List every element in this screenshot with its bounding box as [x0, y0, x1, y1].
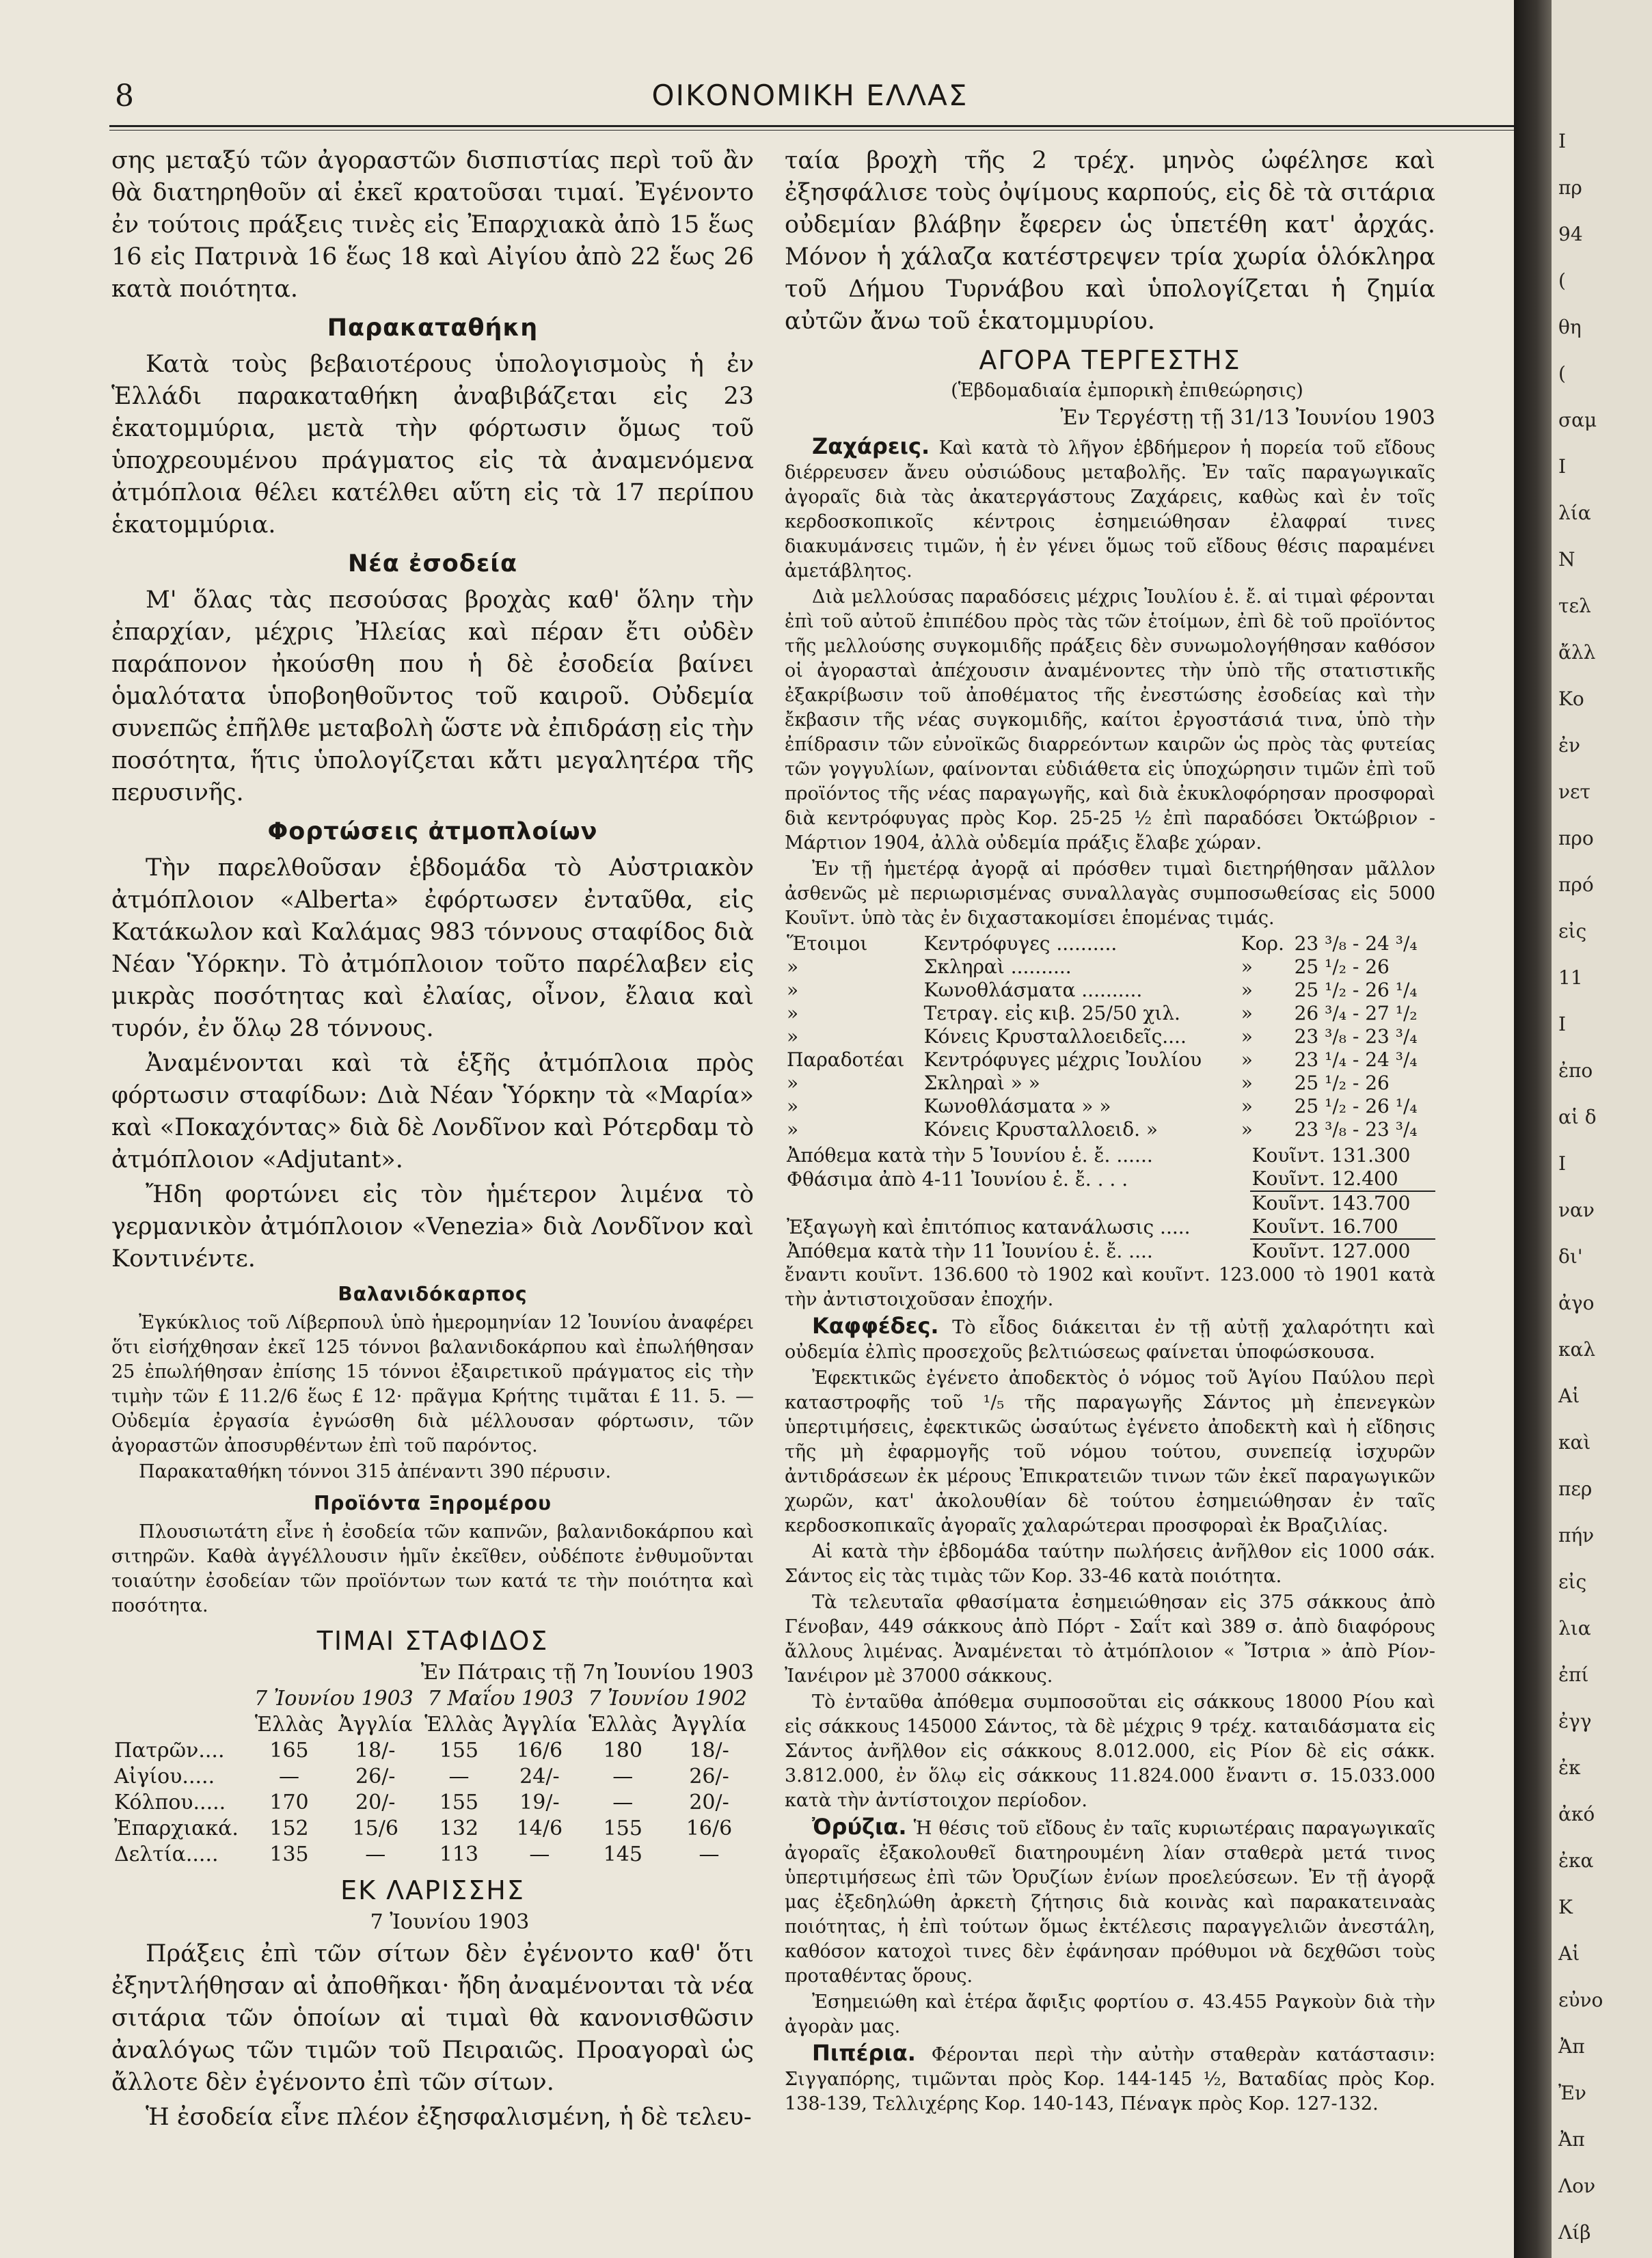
small-print-block	[111, 1282, 754, 1618]
table-cell: 180	[603, 1739, 642, 1763]
adjacent-page-fragment: 94	[1558, 223, 1583, 245]
adjacent-page-fragment: Ἀπ	[1558, 2128, 1585, 2151]
table-row	[785, 1025, 1435, 1048]
section-heading: ΑΓΟΡΑ ΤΕΡΓΕΣΤΗΣ	[979, 345, 1241, 375]
adjacent-page-fragment: I	[1558, 1152, 1567, 1175]
adjacent-page-fragment: εἰς	[1558, 1570, 1587, 1593]
sugar-stock-table	[785, 1144, 1435, 1263]
adjacent-page-fragment: σαμ	[1558, 409, 1597, 431]
table-cell: 20/-	[355, 1791, 396, 1814]
table-cell: 18/-	[355, 1739, 396, 1763]
paragraph: ἔναντι κουῖντ. 136.600 τὸ 1902 καὶ κουῖντ. 123.000 τὸ 1901 κατὰ τὴν ἀντιστοιχοῦσαν ἐποχήν.	[785, 1264, 1435, 1310]
adjacent-page-fragment: περ	[1558, 1478, 1593, 1500]
adjacent-page-fragment: προ	[1558, 827, 1594, 849]
table-row	[785, 1239, 1435, 1263]
paragraph: Πλουσιωτάτη εἶνε ἡ ἐσοδεία τῶν καπνῶν, βαλανιδοκάρπου καὶ σιτηρῶν. Καθὰ ἀγγέλλουσιν ἡμῖν ἐκεῖθεν, οὐδέποτε ἐνθυμοῦνται τοιαύτην ἐσοδείαν τῶν προϊόντων των κατά τε τὴν ποιότητα καὶ ποσότητα.	[111, 1521, 754, 1616]
table-cell: 24/-	[519, 1765, 560, 1788]
table-row	[785, 1215, 1435, 1239]
table-row	[785, 1144, 1435, 1167]
row-label: Αἰγίου.....	[114, 1765, 215, 1788]
column-header: Ἑλλὰς	[254, 1713, 324, 1737]
run-in-heading: Πιπέρια.	[812, 2040, 916, 2066]
section-heading: Παρακαταθήκη	[327, 314, 539, 342]
table-header-date: 7 Ἰουνίου 1903	[254, 1687, 414, 1711]
paragraph: Ἀναμένονται καὶ τὰ ἑξῆς ἀτμόπλοια πρὸς φόρτωσιν σταφίδων: Διὰ Νέαν Ὑόρκην τὰ «Μαρία» καὶ «Ποκαχόντας» διὰ δὲ Λονδῖνον καὶ Ρότερδαμ τὸ ἀτμόπλοιον «Adjutant».	[111, 1050, 754, 1173]
run-in-heading: Ζαχάρεις.	[812, 433, 930, 459]
adjacent-page-fragment: καὶ	[1558, 1431, 1591, 1454]
adjacent-page-fragment: ἀγο	[1558, 1292, 1595, 1314]
table-row	[111, 1738, 754, 1764]
table-cell: 155	[603, 1817, 642, 1840]
page-header	[103, 68, 1593, 130]
row-label: Κόλπου.....	[114, 1791, 226, 1814]
row-price: 23 ³/₈ - 24 ³/₄	[1294, 932, 1418, 955]
row-currency: »	[1241, 1095, 1253, 1117]
small-print-block	[785, 434, 1435, 2117]
paragraph: σης μεταξύ τῶν ἀγοραστῶν δισπιστίας περὶ τοῦ ἂν θὰ διατηρηθοῦν αἱ ἐκεῖ κρατοῦσαι τιμαί. Ἐγένοντο ἐν τούτοις πράξεις τινὲς εἰς Ἐπαρχιακὰ ἀπὸ 15 ἕως 16 εἰς Πατρινὰ 16 ἕως 18 καὶ Αἰγίου ἀπὸ 22 ἕως 26 κατὰ ποιότητα.	[111, 147, 754, 303]
table-cell: 16/6	[686, 1817, 733, 1840]
row-price: 23 ¹/₄ - 24 ³/₄	[1294, 1048, 1418, 1071]
stock-value: Κουῖντ. 16.700	[1251, 1215, 1398, 1238]
table-cell: 20/-	[689, 1791, 729, 1814]
column-header: Ἀγγλία	[338, 1713, 413, 1737]
adjacent-page-fragment: εὐνο	[1558, 1989, 1603, 2011]
table-cell: 15/6	[352, 1817, 398, 1840]
section-heading: Προϊόντα Ξηρομέρου	[313, 1492, 552, 1514]
header-rule-thin	[109, 130, 1593, 131]
adjacent-page-fragment: ἐγγ	[1558, 1710, 1592, 1732]
table-cell: —	[529, 1842, 550, 1866]
row-category: »	[787, 1002, 799, 1024]
paragraph-text: Ἡ θέσις τοῦ εἴδους ἐν ταῖς κυριωτέραις παραγωγικαῖς ἀγοραῖς ἐξακολουθεῖ διατηρουμένη λίαν σταθερὰ μετά τινος ὑπερτιμήσεως ἐπὶ τῶν Ὀρυζίων ἐνίων προελεύσεων. Ἐν τῇ ἀγορᾷ μας ἐξεδηλώθη ἀρκετὴ ζήτησις διὰ κοινὰς καὶ παρακατειναὰς ποιότητας, ἡ ἐπὶ τούτων ὅμως ἐκτέλεσις παραγγελιῶν ἀνεστάλη, καθόσον κατοχοὶ τινες δὲν ἐφάνησαν πρόθυμοι νὰ δεχθῶσι τοὺς προταθέντας ὅρους.	[785, 1818, 1435, 1987]
row-currency: »	[1241, 955, 1253, 978]
stock-value: Κουῖντ. 127.000	[1250, 1239, 1435, 1263]
section-heading: Βαλανιδόκαρπος	[338, 1283, 528, 1305]
adjacent-page-fragment: πρό	[1558, 873, 1594, 896]
paragraph: Τὴν παρελθοῦσαν ἑβδομάδα τὸ Αὐστριακὸν ἀτμόπλοιον «Alberta» ἐφόρτωσεν ἐνταῦθα, εἰς Κατάκωλον καὶ Καλάμας 983 τόννους σταφίδος διὰ Νέαν Ὑόρκην. Τὸ ἀτμόπλοιον τοῦτο παρέλαβεν εἰς μικρὰς ποσότητας καὶ ἐλαίας, οἶνον, ἔλαια καὶ τυρόν, ἐν ὅλῳ 28 τόννους.	[111, 854, 754, 1042]
adjacent-page-fragment: Λίβ	[1558, 2221, 1591, 2244]
adjacent-page-fragment: λία	[1558, 502, 1591, 524]
section-heading: ΕΚ ΛΑΡΙΣΣΗΣ	[340, 1875, 525, 1905]
table-row	[785, 955, 1435, 979]
paragraph: Αἱ κατὰ τὴν ἑβδομάδα ταύτην πωλήσεις ἀνῆλθον εἰς 1000 σάκ. Σάντος εἰς τὰς τιμὰς τῶν Κορ. 33-46 κατὰ ποιότητα.	[785, 1541, 1435, 1587]
table-row	[785, 1191, 1435, 1215]
table-cell: —	[279, 1765, 299, 1788]
table-row	[785, 1167, 1435, 1191]
adjacent-page-fragment: νετ	[1558, 780, 1591, 803]
table-cell: 145	[603, 1842, 642, 1866]
table-row	[785, 1118, 1435, 1141]
table-row	[785, 1048, 1435, 1072]
table-header-date: 7 Μαΐου 1903	[427, 1687, 574, 1711]
adjacent-page-fragment: ναν	[1558, 1199, 1595, 1221]
stock-value: Κουῖντ. 12.400	[1251, 1167, 1398, 1190]
row-label: Δελτία.....	[114, 1842, 219, 1866]
paragraph: Κατὰ τοὺς βεβαιοτέρους ὑπολογισμοὺς ἡ ἐν Ἑλλάδι παρακαταθήκη ἀναβιβάζεται εἰς 23 ἑκατομμύρια, μετὰ τὴν φόρτωσιν ὅμως τοῦ ὑποχρεουμένου πράγματος εἰς τὰ ἀναμενόμενα ἀτμόπλοια θέλει κατέλθει αὕτη εἰς τὰ 17 περίπου ἑκατομμύρια.	[111, 351, 754, 539]
adjacent-page-fragment: Κο	[1558, 688, 1584, 710]
table-cell: 18/-	[689, 1739, 729, 1763]
table-cell: 152	[269, 1817, 309, 1840]
row-category: Παραδοτέαι	[787, 1048, 905, 1071]
adjacent-page-fragment: I	[1558, 1013, 1567, 1035]
subheading: (Ἑβδομαδιαία ἐμπορικὴ ἐπιθεώρησις)	[951, 380, 1303, 401]
section-heading: ΤΙΜΑΙ ΣΤΑΦΙΔΟΣ	[316, 1626, 549, 1656]
running-title: ΟΙΚΟΝΟΜΙΚΗ ΕΛΛΑΣ	[651, 79, 969, 112]
dateline: Ἐν Πάτραις τῇ 7η Ἰουνίου 1903	[420, 1661, 754, 1685]
table-row	[111, 1790, 754, 1816]
row-category: »	[787, 979, 799, 1001]
right-column	[785, 145, 1435, 2118]
row-category: »	[787, 955, 799, 978]
row-price: 23 ³/₈ - 23 ³/₄	[1294, 1118, 1418, 1141]
row-label: Σκληραὶ » »	[923, 1072, 1040, 1094]
paragraph: Ἐν τῇ ἡμετέρᾳ ἀγορᾷ αἱ πρόσθεν τιμαὶ διετηρήθησαν μᾶλλον ἀσθενῶς μὲ περιωρισμένας συναλλαγὰς συμποσωθείσας εἰς 5000 Κουῖντ. ὑπὸ τὰς ἐν διχαστακομίσει ἑπομένας τιμάς.	[785, 858, 1435, 929]
row-price: 25 ¹/₂ - 26	[1294, 955, 1390, 978]
paragraph: Τὸ ἐνταῦθα ἀπόθεμα συμποσοῦται εἰς σάκκους 18000 Ρίου καὶ εἰς σάκκους 145000 Σάντος, τὰ δὲ μέχρις 9 τρέχ. καταιδάσματα εἰς Σάντος ἀνῆλθον εἰς σάκκους 8.012.000, εἰς Ρίον δὲ εἰς σάκκ. 3.812.000, ἐν ὅλῳ εἰς σάκκους 11.824.000 ἔναντι σ. 15.033.000 κατὰ τὴν ἀντίστοιχον περίοδον.	[785, 1691, 1435, 1811]
row-category: »	[787, 1118, 799, 1141]
header-rule	[109, 125, 1593, 127]
row-category: »	[787, 1025, 799, 1048]
row-currency: »	[1241, 1118, 1253, 1141]
adjacent-page-fragment: Ν	[1558, 548, 1575, 571]
section-heading: Νέα ἐσοδεία	[347, 550, 517, 577]
raisin-price-table	[111, 1686, 754, 1868]
stock-label: Ἐξαγωγὴ καὶ ἐπιτόπιος κατανάλωσις .....	[787, 1215, 1191, 1238]
table-cell: —	[448, 1765, 470, 1788]
stock-label: Φθάσιμα ἀπὸ 4-11 Ἰουνίου ἑ. ἔ. . . .	[787, 1167, 1128, 1191]
stock-value: Κουῖντ. 143.700	[1250, 1191, 1435, 1215]
column-header: Ἑλλὰς	[424, 1713, 493, 1737]
adjacent-page-fragment: (	[1558, 269, 1566, 292]
row-price: 25 ¹/₂ - 26 ¹/₄	[1294, 1095, 1418, 1117]
adjacent-page-strip	[1552, 0, 1652, 2258]
table-row	[785, 932, 1435, 955]
adjacent-page-fragment: δι'	[1558, 1245, 1583, 1268]
table-cell: —	[365, 1842, 386, 1866]
table-header-date: 7 Ἰουνίου 1902	[588, 1687, 748, 1711]
page-number: 8	[115, 79, 134, 113]
table-cell: 26/-	[689, 1765, 729, 1788]
row-label: Κωνοθλάσματα ..........	[923, 979, 1143, 1001]
adjacent-page-fragment: (	[1558, 362, 1566, 385]
adjacent-page-fragment: Ἀπ	[1558, 2035, 1585, 2058]
section-heading: Φορτώσεις ἀτμοπλοίων	[267, 818, 598, 845]
row-currency: »	[1241, 1072, 1253, 1094]
row-label: Κωνοθλάσματα » »	[923, 1095, 1111, 1117]
table-cell: 165	[269, 1739, 309, 1763]
table-cell: 26/-	[355, 1765, 396, 1788]
paragraph: Μ' ὅλας τὰς πεσούσας βροχὰς καθ' ὅλην τὴν ἐπαρχίαν, μέχρις Ἠλείας καὶ πέραν ἔτι οὐδὲν παράπονον ἠκούσθη που ἡ δὲ ἐσοδεία βαίνει ὁμαλότατα ὑποβοηθοῦντος τοῦ καιροῦ. Οὐδεμία συνεπῶς ἐπῆλθε μεταβολὴ ὥστε νὰ ἐπιδράσῃ εἰς τὴν ποσότητα, ἥτις ὑπολογίζεται κἄτι μεγαλητέρα τῆς περυσινῆς.	[111, 586, 754, 806]
paragraph: ταία βροχὴ τῆς 2 τρέχ. μηνὸς ὠφέλησε καὶ ἐξησφάλισε τοὺς ὀψίμους καρπούς, εἰς δὲ τὰ σιτάρια οὐδεμίαν βλάβην ἔφερεν ὡς ὑπετέθη κατ' ἀρχάς. Μόνον ἡ χάλαζα κατέστρεψεν τρία χωρία ὁλόκληρα τοῦ Δήμου Τυρνάβου καὶ ὑπολογίζεται ἡ ζημία αὐτῶν ἄνω τοῦ ἑκατομμυρίου.	[785, 147, 1435, 335]
table-cell: 14/6	[516, 1817, 563, 1840]
paragraph: Διὰ μελλούσας παραδόσεις μέχρις Ἰουλίου ἑ. ἔ. αἱ τιμαὶ φέρονται ἐπὶ τοῦ αὐτοῦ ἐπιπέδου πρὸς τὰς τῶν ἑτοίμων, ἐπὶ δὲ τοῦ προϊόντος τῆς μελλούσης συγκομιδῆς πράξεις δὲν συνωμολογήθησαν καθόσον οἱ ἀγορασταὶ ἀπέχουσιν ἀναμένοντες τὴν ὑπὸ τῆς στατιστικῆς ἐξακρίβωσιν τοῦ ἀποθέματος τῆς ἐνεστώσης ἐσοδείας καὶ τὴν ἔκβασιν τῆς νέας συγκομιδῆς, καίτοι ἐργοστάσιά τινα, ὑπὸ τὴν ἐπίδρασιν τῶν εὐνοϊκῶς διαρρεόντων καιρῶν ὡς πρὸς τὰς φυτείας τῶν γογγυλίων, φαίνονται εὐδιάθετα εἰς ὑποχώρησιν τιμῶν ἐπὶ τοῦ προϊόντος τῆς νέας παραγωγῆς, καὶ διὰ ἐκυκλοφόρησαν προσφοραὶ διὰ κεντρόφυγας πρὸς Κορ. 25-25 ½ ἐπὶ παραδόσει Ὀκτώβριον - Μάρτιον 1904, ἀλλὰ οὐδεμία πράξις ἔλαβε χώραν.	[785, 586, 1435, 854]
sugar-price-table	[785, 932, 1435, 1141]
row-label: Τετραγ. εἰς κιβ. 25/50 χιλ.	[923, 1002, 1180, 1024]
table-row	[785, 1095, 1435, 1118]
adjacent-page-fragment: 11	[1558, 966, 1583, 989]
paragraph: Πράξεις ἐπὶ τῶν σίτων δὲν ἐγένοντο καθ' ὅτι ἐξηντλήθησαν αἱ ἀποθῆκαι· ἤδη ἀναμένονται τὰ νέα σιτάρια τῶν ὁποίων αἱ τιμαὶ θὰ κανονισθῶσιν ἀναλόγως τῶν τιμῶν τοῦ Πειραιῶς. Προαγοραὶ ὡς ἄλλοτε δὲν ἐγένοντο ἐπὶ τῶν σίτων.	[111, 1940, 754, 2096]
adjacent-page-fragment: αἱ δ	[1558, 1106, 1597, 1128]
table-cell: —	[612, 1791, 634, 1814]
table-row	[111, 1686, 754, 1712]
book-gutter	[1514, 0, 1552, 2258]
adjacent-page-fragment: Αἱ	[1558, 1942, 1580, 1965]
table-cell: 135	[269, 1842, 309, 1866]
table-cell: 113	[439, 1842, 479, 1866]
table-row	[785, 979, 1435, 1002]
adjacent-page-fragment: Αἱ	[1558, 1385, 1580, 1407]
stock-label: Ἀπόθεμα κατὰ τὴν 5 Ἰουνίου ἑ. ἔ. ......	[787, 1144, 1153, 1167]
table-cell: 19/-	[519, 1791, 560, 1814]
row-currency: »	[1241, 979, 1253, 1001]
adjacent-page-fragment: ἐκ	[1558, 1756, 1581, 1779]
stock-label	[785, 1191, 1250, 1215]
paragraph: Τὰ τελευταῖα φθασίματα ἐσημειώθησαν εἰς 375 σάκκους ἀπὸ Γένοβαν, 449 σάκκους ἀπὸ Πόρτ - Σαΐτ καὶ 389 σ. ἀπὸ διαφόρους ἄλλους λιμένας. Ἀναμένεται τὸ ἀτμόπλοιον « Ἴστρια » ἀπὸ Ρίον-Ἰανέιρον μὲ 37000 σάκκους.	[785, 1592, 1435, 1687]
row-label: Πατρῶν....	[114, 1739, 225, 1763]
run-in-heading: Καφφέδες.	[812, 1313, 939, 1339]
adjacent-page-fragment: ἀκό	[1558, 1803, 1595, 1825]
row-category: Ἕτοιμοι	[787, 932, 868, 955]
adjacent-page-fragment: Ἐν	[1558, 2082, 1586, 2104]
paragraph-text: Τὸ εἶδος διάκειται ἐν τῇ αὐτῇ χαλαρότητι καὶ οὐδεμία ἐλπὶς προσεχοῦς βελτιώσεως φαίνεται ὑποφώσκουσα.	[785, 1317, 1435, 1363]
paragraph: Παρακαταθήκη τόννοι 315 ἀπέναντι 390 πέρυσιν.	[139, 1461, 612, 1482]
dateline: 7 Ἰουνίου 1903	[370, 1910, 530, 1934]
adjacent-page-fragment: τελ	[1558, 595, 1591, 617]
row-price: 23 ³/₈ - 23 ³/₄	[1294, 1025, 1418, 1048]
row-price: 26 ³/₄ - 27 ¹/₂	[1294, 1002, 1418, 1024]
adjacent-page-fragment: Ι	[1558, 455, 1567, 478]
paragraph: Ἐφεκτικῶς ἐγένετο ἀποδεκτὸς ὁ νόμος τοῦ Ἁγίου Παύλου περὶ καταστροφῆς τοῦ ¹/₅ τῆς παραγωγῆς Σάντος μὴ ἐπενεγκὼν ὑπερτιμήσεις, ἐφεκτικῶς ὡσαύτως ἐγένετο ἀποδεκτὴ καὶ ἡ εἴδησις τῆς μὴ ἐφαρμογῆς τοῦ νόμου τούτου, συνεπείᾳ ἰσχυρῶν ἀντιδράσεων ἐκ μέρους Ἐπικρατειῶν τινων τῶν ἐκεῖ παραγωγικῶν χωρῶν, κατ' ἀκολουθίαν δὲ τούτου ἐσημειώθησαν ἐν ταῖς κερδοσκοπικαῖς ἀγοραῖς χαλαρώτεραι προσφοραὶ ἐκ Βραζιλίας.	[785, 1368, 1435, 1536]
row-currency: »	[1241, 1025, 1253, 1048]
run-in-heading: Ὀρύζια.	[812, 1814, 907, 1840]
table-cell: 16/6	[516, 1739, 563, 1763]
adjacent-page-fragment: Κ	[1558, 1896, 1573, 1918]
stock-value: Κουῖντ. 131.300	[1251, 1144, 1411, 1167]
table-cell: 132	[439, 1817, 479, 1840]
row-currency: »	[1241, 1002, 1253, 1024]
adjacent-page-fragment: καλ	[1558, 1338, 1596, 1361]
table-row	[785, 1002, 1435, 1025]
table-cell: 155	[439, 1791, 479, 1814]
adjacent-page-fragment: ἐν	[1558, 734, 1581, 757]
paragraph: Ἐσημειώθη καὶ ἑτέρα ἄφιξις φορτίου σ. 43.455 Ραγκοὺν διὰ τὴν ἀγορὰν μας.	[785, 1991, 1435, 2037]
row-label: Κεντρόφυγες μέχρις Ἰουλίου	[923, 1048, 1202, 1071]
table-cell: —	[699, 1842, 720, 1866]
table-cell: 170	[269, 1791, 309, 1814]
paragraph: Ἤδη φορτώνει εἰς τὸν ἡμέτερον λιμένα τὸ γερμανικὸν ἀτμόπλοιον «Venezia» διὰ Λονδῖνον καὶ Κοντινέντε.	[111, 1181, 754, 1273]
table-row	[111, 1816, 754, 1842]
paragraph: Ἐγκύκλιος τοῦ Λίβερπουλ ὑπὸ ἡμερομηνίαν 12 Ἰουνίου ἀναφέρει ὅτι εἰσήχθησαν ἐκεῖ 125 τόννοι βαλανιδοκάρπου καὶ ἐπωλήθησαν 25 ἐπωλήθησαν ἐπίσης 15 τόννοι ἐξαιρετικοῦ πράγματος εἰς τὴν τιμὴν τῶν £ 11.2/6 ἕως £ 12· πρᾶγμα Κρήτης τιμᾶται £ 11. 5. — Οὐδεμία ἐργασία ἐγνώσθη διὰ μέλλουσαν φόρτωσιν, τῶν ἀγοραστῶν ἀποσυρθέντων ἐπὶ τοῦ παρόντος.	[111, 1312, 754, 1456]
paragraph-text: Καὶ κατὰ τὸ λῆγον ἑβδήμερον ἡ πορεία τοῦ εἴδους διέρρευσεν ἄνευ οὐσιώδους μεταβολῆς. Ἐν ταῖς παραγωγικαῖς ἀγοραῖς διὰ τὰς ἀκατεργάστους Ζαχάρεις, καθὼς καὶ ἐν τοῖς κερδοσκοπικοῖς κέντροις ἐσημειώθησαν ἐλαφραί τινες διακυμάνσεις τιμῶν, ἡ ἐν γένει ὅμως τοῦ εἴδους θέσις παραμένει ἀμετάβλητος.	[785, 437, 1435, 582]
row-currency: Κορ.	[1241, 932, 1284, 955]
adjacent-page-fragment: Λον	[1558, 2175, 1596, 2197]
row-label: Ἐπαρχιακά.	[114, 1817, 239, 1840]
paragraph-text: Φέρονται περὶ τὴν αὐτὴν σταθερὰν κατάστασιν: Σιγγαπόρης, τιμῶνται πρὸς Κορ. 144-145 ½, Βαταδίας πρὸς Κορ. 138-139, Τελλιχέρης Κορ. 140-143, Πέναγκ πρὸς Κορ. 127-132.	[785, 2044, 1435, 2114]
table-row	[111, 1712, 754, 1738]
adjacent-page-fragment: λια	[1558, 1617, 1591, 1640]
paragraph: Ἡ ἐσοδεία εἶνε πλέον ἐξησφαλισμένη, ἡ δὲ τελευ-	[146, 2104, 752, 2131]
adjacent-page-fragment: I	[1558, 130, 1567, 152]
adjacent-page-fragment: ἐπί	[1558, 1663, 1589, 1686]
adjacent-page-fragment: ἄλλ	[1558, 641, 1596, 664]
column-header: Ἀγγλία	[672, 1713, 746, 1737]
table-row	[111, 1764, 754, 1790]
row-price: 25 ¹/₂ - 26	[1294, 1072, 1390, 1094]
adjacent-page-fragment: εἰς	[1558, 920, 1587, 942]
adjacent-page-fragment: πρ	[1558, 176, 1582, 199]
row-label: Κόνεις Κρυσταλλοειδεῖς....	[923, 1025, 1187, 1048]
row-label: Κεντρόφυγες ..........	[923, 932, 1118, 955]
row-currency: »	[1241, 1048, 1253, 1071]
stock-label: Ἀπόθεμα κατὰ τὴν 11 Ἰουνίου ἑ. ἔ. ....	[787, 1239, 1153, 1262]
column-header: Ἑλλὰς	[588, 1713, 658, 1737]
adjacent-page-fragment: ἐπο	[1558, 1059, 1593, 1082]
row-label: Σκληραὶ ..........	[923, 955, 1072, 978]
adjacent-page-fragment: θη	[1558, 316, 1582, 338]
adjacent-page-fragment: ἐκα	[1558, 1849, 1594, 1872]
table-cell: —	[612, 1765, 634, 1788]
table-row	[111, 1842, 754, 1868]
row-category: »	[787, 1095, 799, 1117]
row-label: Κόνεις Κρυσταλλοειδ. »	[923, 1118, 1159, 1141]
column-header: Ἀγγλία	[502, 1713, 577, 1737]
row-price: 25 ¹/₂ - 26 ¹/₄	[1294, 979, 1418, 1001]
table-row	[785, 1072, 1435, 1095]
dateline: Ἐν Τεργέστῃ τῇ 31/13 Ἰουνίου 1903	[1060, 406, 1435, 430]
left-column	[111, 145, 754, 2136]
row-category: »	[787, 1072, 799, 1094]
table-cell: 155	[439, 1739, 479, 1763]
adjacent-page-fragment: πήν	[1558, 1524, 1595, 1547]
